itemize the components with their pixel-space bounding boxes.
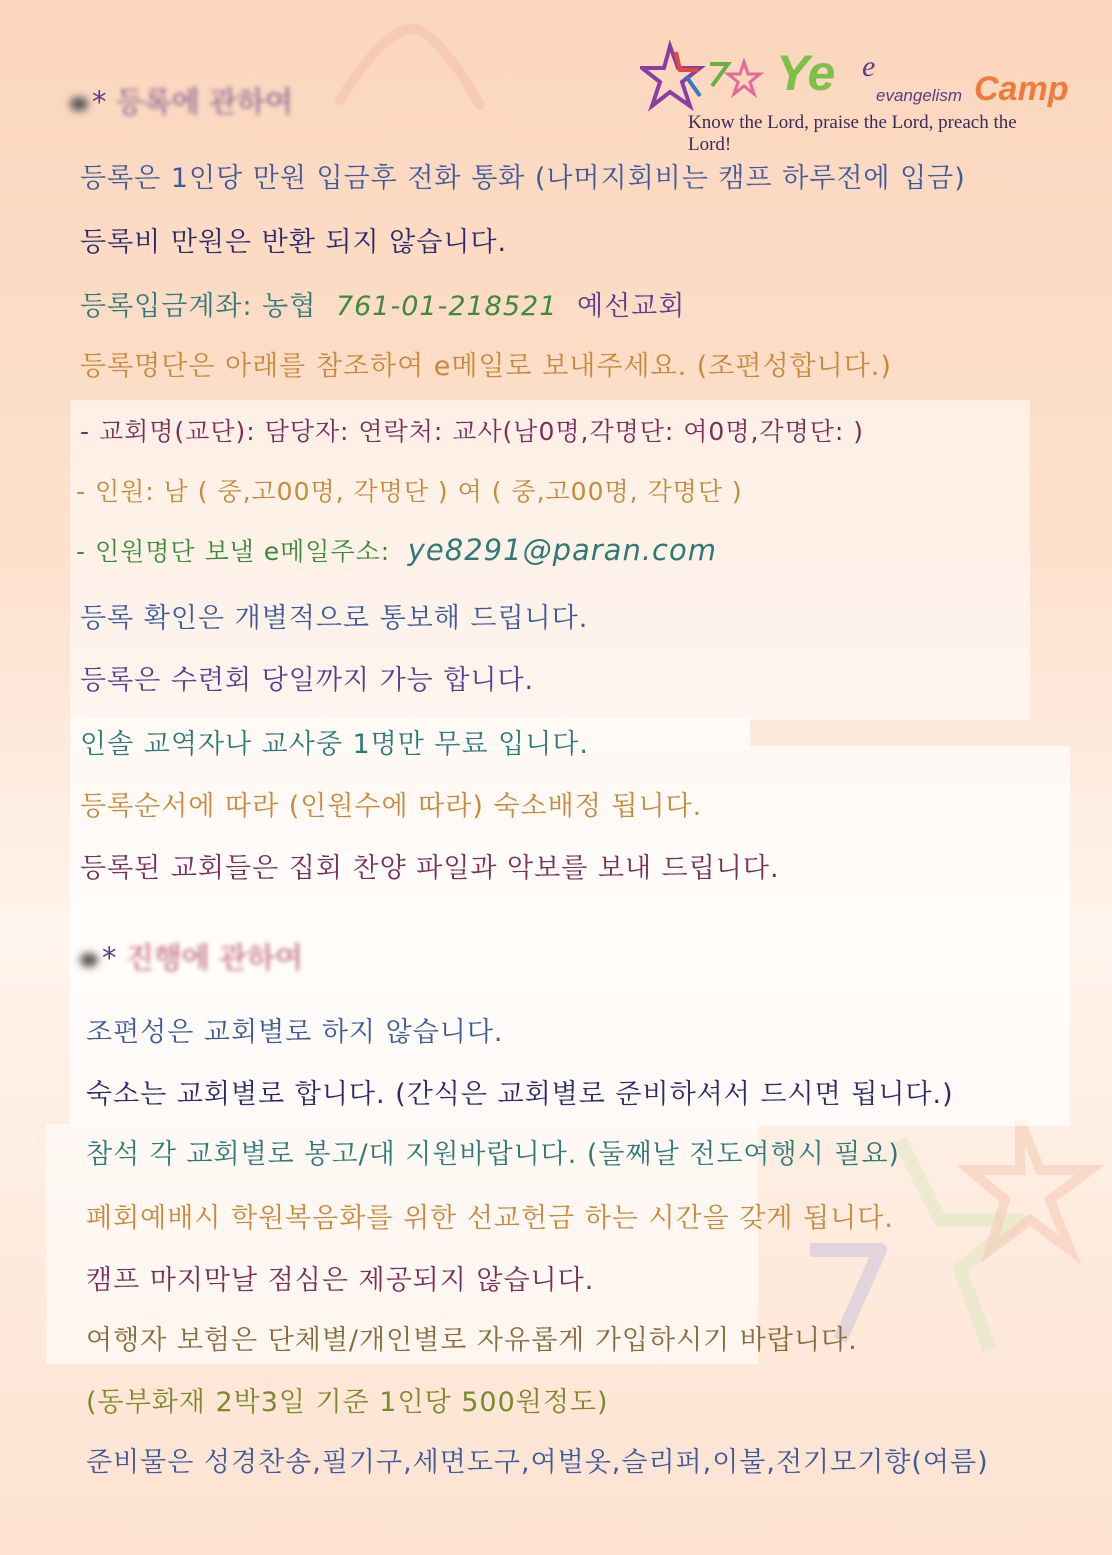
logo xyxy=(640,36,1069,155)
text-line: 폐회예배시 학원복음화를 위한 선교헌금 하는 시간을 갖게 됩니다. xyxy=(86,1203,894,1234)
text-line: 캠프 마지막날 점심은 제공되지 않습니다. xyxy=(86,1265,595,1296)
text-line-account xyxy=(80,284,685,323)
logo-brand-word: evangelism xyxy=(876,86,962,105)
section-heading-progress: * 진행에 관하여 xyxy=(80,936,303,977)
text-line: 등록은 수련회 당일까지 가능 합니다. xyxy=(80,665,535,696)
text-line: 조편성은 교회별로 하지 않습니다. xyxy=(86,1017,504,1048)
logo-brand-main: Ye xyxy=(776,45,836,101)
text-line: - 인원: 남 ( 중,고00명, 각명단 ) 여 ( 중,고00명, 각명단 ) xyxy=(76,477,743,506)
section-heading-registration: * 등록에 관하여 xyxy=(70,80,293,121)
account-holder: 예선교회 xyxy=(576,291,686,322)
blur-dot xyxy=(70,97,88,111)
text-line: - 교회명(교단): 담당자: 연락처: 교사(남0명,각명단: 여0명,각명단: ) xyxy=(80,417,864,446)
account-number: 761-01-218521 xyxy=(335,291,558,322)
email-address: ye8291@paran.com xyxy=(407,533,717,567)
text-line: 여행자 보험은 단체별/개인별로 자유롭게 가입하시기 바랍니다. xyxy=(86,1325,858,1356)
logo-brand-sub: e xyxy=(862,50,876,83)
star-logo-icon xyxy=(640,36,770,116)
text-line: (동부화재 2박3일 기준 1인당 500원정도) xyxy=(86,1387,609,1418)
text-line: 등록된 교회들은 집회 찬양 파일과 악보를 보내 드립니다. xyxy=(80,853,780,884)
logo-tagline: Know the Lord, praise the Lord, preach the Lord! xyxy=(688,112,1017,155)
text-line: 등록순서에 따라 (인원수에 따라) 숙소배정 됩니다. xyxy=(80,791,703,822)
text-line: 등록비 만원은 반환 되지 않습니다. xyxy=(80,227,508,258)
text-line-email xyxy=(76,532,717,568)
background-star-icon xyxy=(330,10,490,120)
text-line: 등록은 1인당 만원 입금후 전화 통화 (나머지회비는 캠프 하루전에 입금) xyxy=(80,163,966,194)
text-line: 인솔 교역자나 교사중 1명만 무료 입니다. xyxy=(80,729,589,760)
text-line: 참석 각 교회별로 봉고/대 지원바랍니다. (둘째날 전도여행시 필요) xyxy=(86,1139,900,1170)
email-label: - 인원명단 보낼 e메일주소: xyxy=(76,537,391,566)
text-line: 등록명단은 아래를 참조하여 e메일로 보내주세요. (조편성합니다.) xyxy=(80,351,892,382)
blur-dot xyxy=(80,953,98,967)
text-line: 숙소는 교회별로 합니다. (간식은 교회별로 준비하셔서 드시면 됩니다.) xyxy=(86,1079,954,1110)
account-label: 등록입금계좌: 농협 xyxy=(80,291,317,322)
logo-brand-camp: Camp xyxy=(974,70,1069,108)
section-heading-text: 등록에 관하여 xyxy=(115,85,294,119)
text-line: 준비물은 성경찬송,필기구,세면도구,여벌옷,슬리퍼,이불,전기모기향(여름) xyxy=(86,1447,989,1478)
text-line: 등록 확인은 개별적으로 통보해 드립니다. xyxy=(80,603,589,634)
section-heading-text: 진행에 관하여 xyxy=(125,941,304,975)
